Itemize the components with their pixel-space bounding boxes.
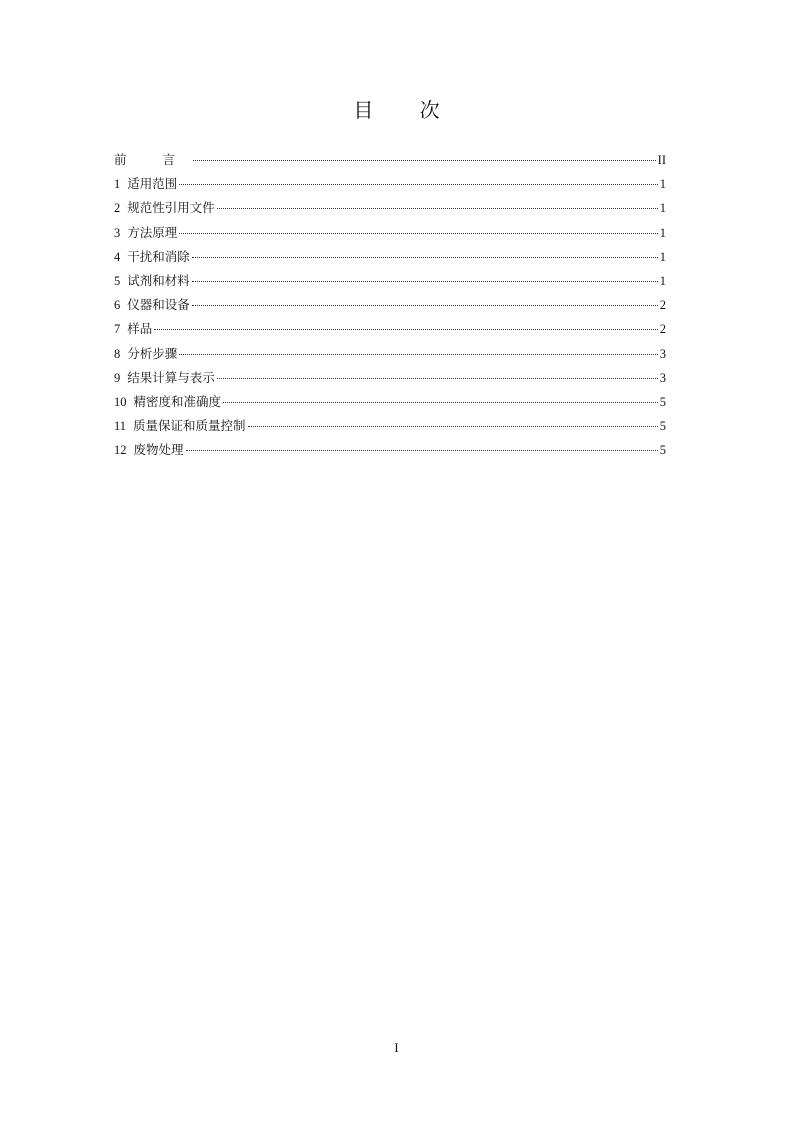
toc-entry-text: 前 言 [114, 152, 191, 167]
toc-entry-label [114, 346, 177, 362]
toc-entry-number: 11 [114, 419, 127, 434]
toc-entry-label [114, 297, 190, 313]
toc-entry-label [114, 152, 191, 168]
toc-entry-11[interactable] [114, 418, 666, 442]
toc-entry-label [114, 273, 190, 289]
toc-leader-dots [154, 329, 657, 330]
toc-entry-text: 适用范围 [127, 176, 178, 192]
toc-entry-page: 1 [659, 201, 666, 216]
toc-entry-label [114, 370, 215, 386]
toc-entry-5[interactable] [114, 273, 666, 297]
toc-entry-label [114, 442, 184, 458]
toc-entry-8[interactable] [114, 346, 666, 370]
toc-entry-9[interactable] [114, 370, 666, 394]
toc-entry-text: 试剂和材料 [127, 272, 190, 288]
toc-leader-dots [192, 305, 658, 306]
toc-entry-label [114, 176, 177, 192]
toc-entry-number: 6 [114, 298, 121, 313]
toc-leader-dots [217, 208, 658, 209]
toc-entry-number: 10 [114, 394, 127, 409]
toc-entry-text: 干扰和消除 [127, 248, 190, 264]
toc-entry-number: 7 [114, 322, 121, 337]
toc-entry-number: 3 [114, 225, 121, 240]
toc-entry-label [114, 321, 152, 337]
toc-entry-page: 1 [659, 225, 666, 240]
toc-entry-label [114, 225, 177, 241]
toc-leader-dots [223, 402, 658, 403]
toc-entry-text: 分析步骤 [127, 345, 178, 361]
page-number: I [394, 1041, 399, 1055]
toc-entry-7[interactable] [114, 321, 666, 345]
toc-entry-6[interactable] [114, 297, 666, 321]
toc-entry-page: 1 [659, 273, 666, 288]
toc-leader-dots [217, 378, 658, 379]
toc-entry-page: 5 [659, 419, 666, 434]
toc-entry-number: 12 [114, 443, 127, 458]
toc-entry-label [114, 394, 221, 410]
toc-entry-number: 8 [114, 346, 121, 361]
toc-entry-page: 5 [659, 443, 666, 458]
toc-entry-page: 2 [659, 298, 666, 313]
toc-entry-12[interactable] [114, 442, 666, 466]
toc-leader-dots [193, 160, 656, 161]
toc-leader-dots [179, 354, 657, 355]
toc-entry-text: 仪器和设备 [127, 297, 190, 313]
toc-entry-page: 5 [659, 394, 666, 409]
toc-entry-number: 4 [114, 249, 121, 264]
toc-leader-dots [192, 257, 658, 258]
toc-entry-1[interactable] [114, 176, 666, 200]
toc-leader-dots [192, 281, 658, 282]
toc-entry-3[interactable] [114, 225, 666, 249]
toc-entry-text: 废物处理 [133, 442, 184, 458]
toc-entry-2[interactable] [114, 200, 666, 224]
toc-entry-text: 质量保证和质量控制 [133, 418, 246, 434]
toc-leader-dots [186, 450, 658, 451]
toc-entry-number: 5 [114, 273, 121, 288]
toc-entry-number: 9 [114, 370, 121, 385]
toc-entry-4[interactable] [114, 249, 666, 273]
toc-entry-10[interactable] [114, 394, 666, 418]
toc-entry-text: 精密度和准确度 [133, 393, 222, 409]
page-title: 目 次 [353, 98, 460, 122]
toc-leader-dots [179, 184, 657, 185]
toc-entry-page: 1 [659, 249, 666, 264]
toc-entry-text: 规范性引用文件 [127, 200, 215, 216]
toc-entry-text: 结果计算与表示 [127, 369, 215, 385]
toc-entry-page: 3 [659, 370, 666, 385]
toc-entry-text: 方法原理 [127, 224, 178, 240]
toc-entry-number: 2 [114, 201, 121, 216]
toc-entry-page: 2 [659, 322, 666, 337]
toc-entry-text: 样品 [127, 321, 153, 337]
toc-leader-dots [248, 426, 658, 427]
toc-leader-dots [179, 233, 657, 234]
toc-entry-foreword[interactable] [114, 152, 666, 176]
toc-entry-label [114, 200, 215, 216]
table-of-contents [114, 152, 666, 466]
toc-entry-label [114, 418, 246, 434]
toc-entry-page: 3 [659, 346, 666, 361]
toc-entry-label [114, 249, 190, 265]
toc-entry-number: 1 [114, 177, 121, 192]
toc-entry-page: II [657, 153, 666, 167]
toc-entry-page: 1 [659, 177, 666, 192]
